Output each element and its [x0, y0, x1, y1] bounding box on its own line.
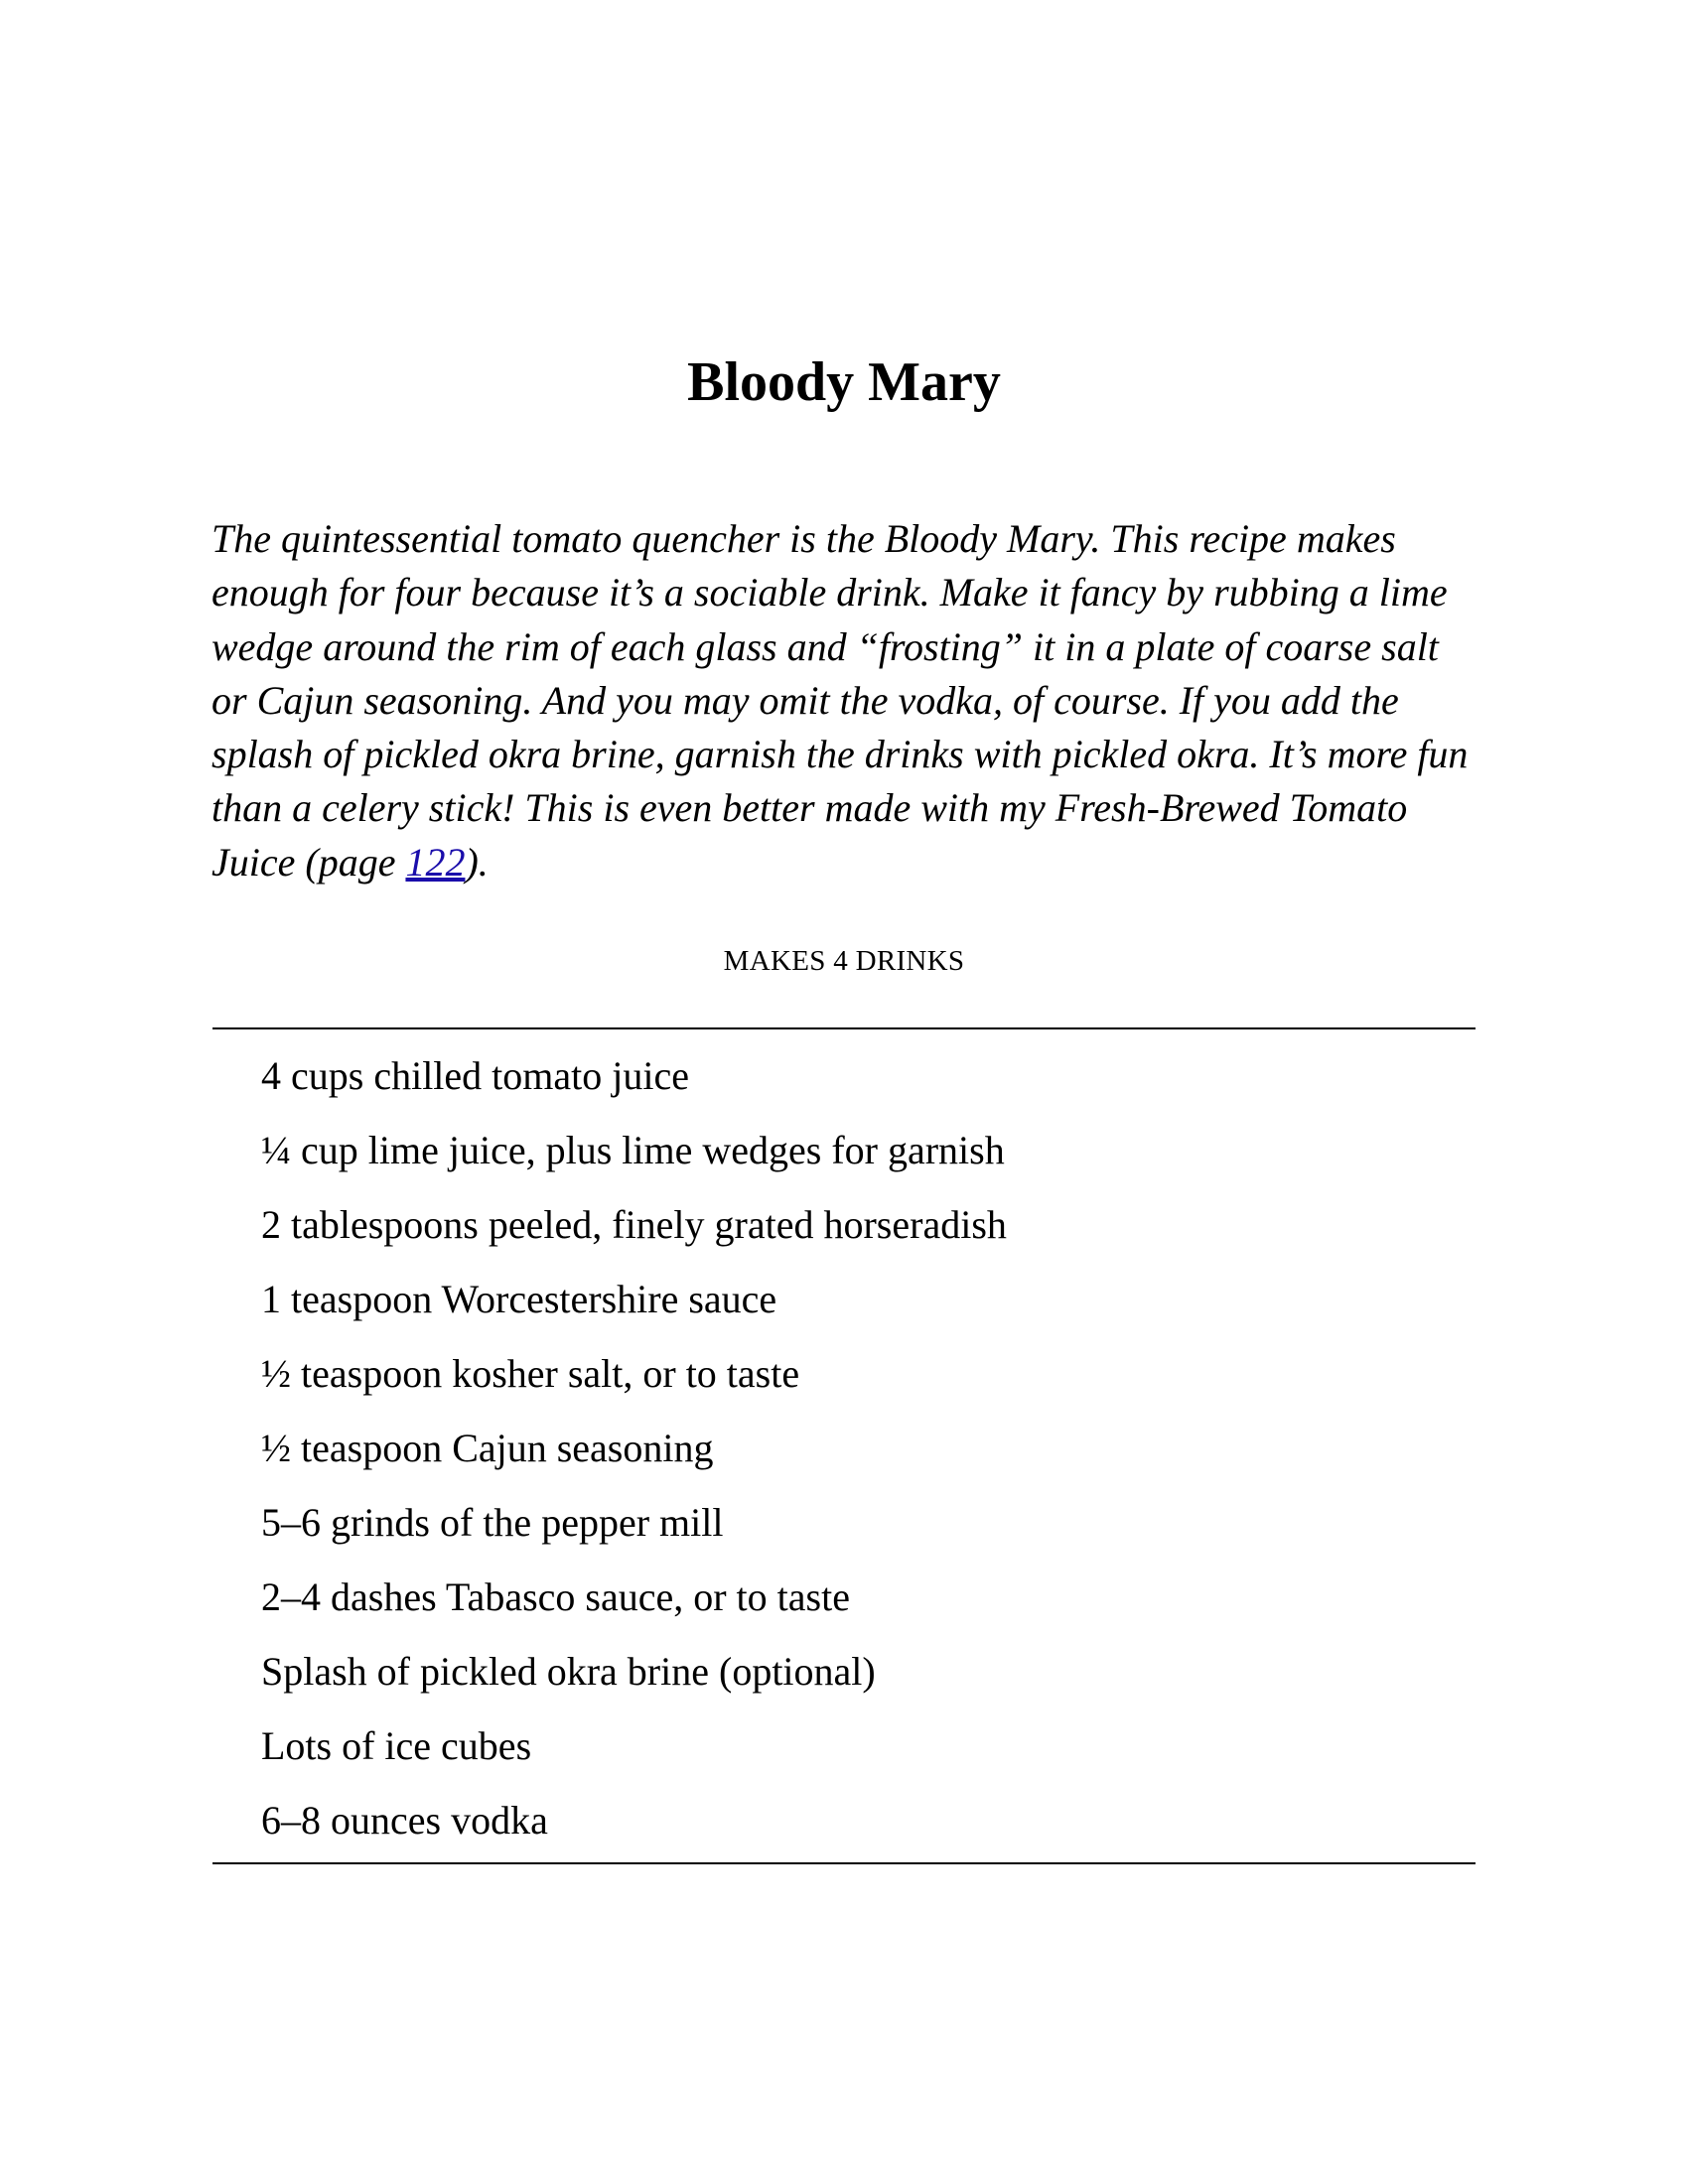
- recipe-intro: [211, 512, 1477, 889]
- intro-text: The quintessential tomato quencher is the Bloody Mary. This recipe makes enough for four because it’s a sociable drink. Make it fancy by rubbing a lime wedge around the rim of each glass and “frosting” it in a plate of coarse salt or Cajun seasoning. And you may omit the vodka, of course. If you add the splash of pickled okra brine, garnish the drinks with pickled okra. It’s more fun than a celery stick! This is even better made with my Fresh-Brewed Tomato Juice (page: [211, 516, 1469, 885]
- ingredient-item: ½ teaspoon kosher salt, or to taste: [261, 1351, 800, 1396]
- ingredient-item: 6–8 ounces vodka: [261, 1798, 548, 1843]
- ingredient-item: ¼ cup lime juice, plus lime wedges for garnish: [261, 1128, 1005, 1172]
- ingredient-item: 2–4 dashes Tabasco sauce, or to taste: [261, 1574, 850, 1619]
- intro-end: ).: [465, 839, 489, 885]
- ingredient-list: [261, 1052, 1007, 1871]
- recipe-title: Bloody Mary: [687, 351, 1001, 413]
- recipe-yield: MAKES 4 DRINKS: [723, 945, 965, 977]
- ingredient-item: Splash of pickled okra brine (optional): [261, 1649, 876, 1694]
- page-reference-link[interactable]: 122: [405, 839, 466, 885]
- ingredient-item: Lots of ice cubes: [261, 1723, 532, 1768]
- ingredient-item: 5–6 grinds of the pepper mill: [261, 1500, 724, 1545]
- top-divider: [212, 1027, 1476, 1029]
- bottom-divider: [212, 1862, 1476, 1864]
- ingredient-item: 4 cups chilled tomato juice: [261, 1053, 689, 1098]
- ingredient-item: 1 teaspoon Worcestershire sauce: [261, 1277, 777, 1321]
- ingredient-item: 2 tablespoons peeled, finely grated horseradish: [261, 1202, 1007, 1247]
- ingredient-item: ½ teaspoon Cajun seasoning: [261, 1426, 714, 1470]
